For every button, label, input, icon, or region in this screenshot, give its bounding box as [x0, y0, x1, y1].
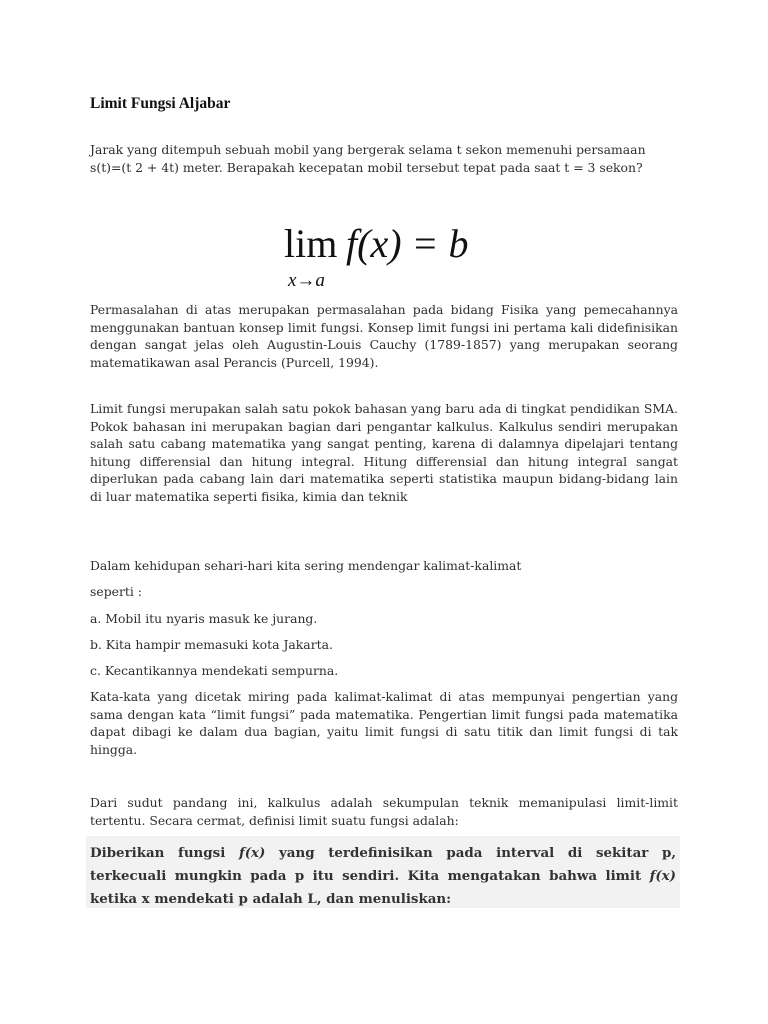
- daily-line-2: seperti :: [90, 584, 142, 599]
- daily-line-1: Dalam kehidupan sehari-hari kita sering mendengar kalimat-kalimat: [90, 558, 522, 573]
- formula-subscript: x→a: [288, 270, 325, 291]
- definition-part-2: yang terdefinisikan pada interval di sekitar p, terkecuali mungkin pada p itu sendiri. Kita mengatakan bahwa limit: [90, 845, 676, 884]
- intro-paragraph: Jarak yang ditempuh sebuah mobil yang bergerak selama t sekon memenuhi persamaan s(t)=(t 2 + 4t) meter. Berapakah kecepatan mobil tersebut tepat pada saat t = 3 sekon?: [90, 142, 646, 175]
- paragraph-kalkulus: Limit fungsi merupakan salah satu pokok bahasan yang baru ada di tingkat pendidikan SMA. Pokok bahasan ini merupakan bagian dari pengantar kalkulus. Kalkulus sendiri merupakan salah satu cabang matematika yang sangat penting, karena di dalamnya dipelajari tentang hitung differensial dan hitung integral. Hitung differensial dan hitung integral sangat diperlukan pada cabang lain dari matematika seperti statistika maupun bidang-bidang lain di luar matematika seperti fisika, kimia dan teknik: [90, 401, 678, 504]
- list-item-c: c. Kecantikannya mendekati sempurna.: [90, 663, 339, 678]
- definition-fx-2: f(x): [649, 868, 676, 884]
- definition-text: [90, 842, 676, 911]
- formula-rest: (x) = b: [357, 221, 469, 266]
- formula-expression: [346, 222, 469, 266]
- definition-part-1: Diberikan fungsi: [90, 845, 239, 861]
- paragraph-sudut-pandang: Dari sudut pandang ini, kalkulus adalah sekumpulan teknik memanipulasi limit-limit tertentu. Secara cermat, definisi limit suatu fungsi adalah:: [90, 795, 678, 828]
- page-title: Limit Fungsi Aljabar: [90, 95, 231, 112]
- list-item-b: b. Kita hampir memasuki kota Jakarta.: [90, 637, 333, 652]
- formula-f: f: [346, 221, 358, 266]
- list-item-a: a. Mobil itu nyaris masuk ke jurang.: [90, 611, 318, 626]
- limit-formula: [284, 222, 504, 297]
- paragraph-cauchy: Permasalahan di atas merupakan permasalahan pada bidang Fisika yang pemecahannya menggunakan bantuan konsep limit fungsi. Konsep limit fungsi ini pertama kali didefinisikan dengan sangat jelas oleh Augustin-Louis Cauchy (1789-1857) yang merupakan seorang matematikawan asal Perancis (Purcell, 1994).: [90, 302, 678, 370]
- definition-fx-1: f(x): [238, 845, 266, 861]
- paragraph-pengertian: Kata-kata yang dicetak miring pada kalimat-kalimat di atas mempunyai pengertian yang sama dengan kata “limit fungsi” pada matematika. Pengertian limit fungsi pada matematika dapat dibagi ke dalam dua bagian, yaitu limit fungsi di satu titik dan limit fungsi di tak hingga.: [90, 689, 678, 757]
- definition-part-3: ketika x mendekati p adalah L, dan menuliskan:: [90, 891, 452, 907]
- formula-lim: lim: [284, 221, 338, 266]
